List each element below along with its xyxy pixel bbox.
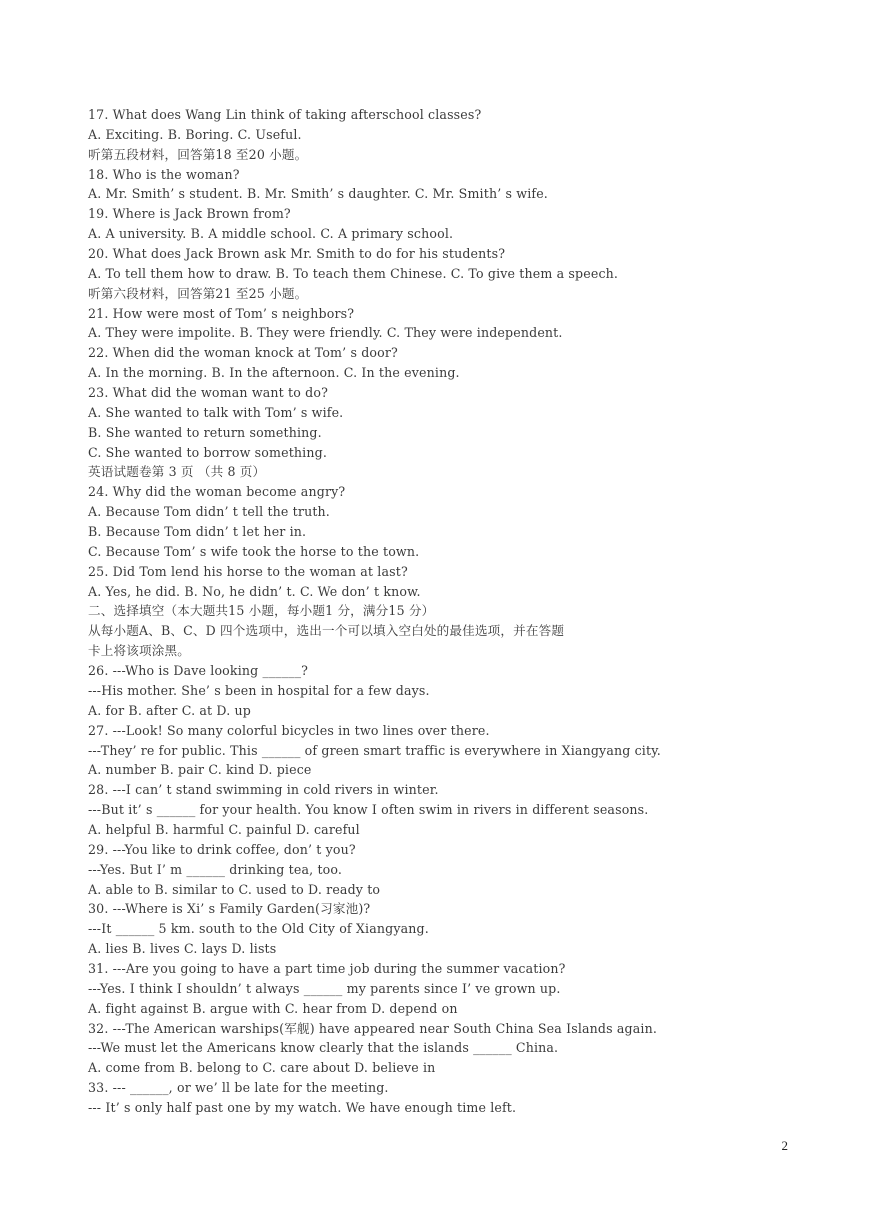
question-31: 31. ---Are you going to have a part time job during the summer vacation? bbox=[88, 960, 566, 976]
section-2-instruction-line-2: 卡上将该项涂黑。 bbox=[88, 643, 190, 659]
question-22: 22. When did the woman knock at Tom’ s door? bbox=[88, 345, 398, 361]
question-22-options: A. In the morning. B. In the afternoon. C. In the evening. bbox=[88, 365, 460, 381]
question-23-option-a: A. She wanted to talk with Tom’ s wife. bbox=[88, 404, 344, 420]
question-27-options: A. number B. pair C. kind D. piece bbox=[88, 762, 312, 778]
question-21: 21. How were most of Tom’ s neighbors? bbox=[88, 305, 355, 321]
question-18: 18. Who is the woman? bbox=[88, 166, 240, 182]
question-18-options: A. Mr. Smith’ s student. B. Mr. Smith’ s daughter. C. Mr. Smith’ s wife. bbox=[88, 186, 548, 202]
question-19-options: A. A university. B. A middle school. C. A primary school. bbox=[88, 226, 454, 242]
page-number: 2 bbox=[781, 1138, 788, 1153]
question-32-options: A. come from B. belong to C. care about D. believe in bbox=[88, 1060, 436, 1076]
question-26-reply: ---His mother. She’ s been in hospital for a few days. bbox=[88, 682, 430, 698]
question-33-reply: --- It’ s only half past one by my watch. We have enough time left. bbox=[88, 1099, 517, 1115]
question-25: 25. Did Tom lend his horse to the woman at last? bbox=[88, 563, 408, 579]
question-23-option-b: B. She wanted to return something. bbox=[88, 424, 322, 440]
question-29: 29. ---You like to drink coffee, don’ t you? bbox=[88, 841, 356, 857]
question-32-reply: ---We must let the Americans know clearly that the islands ______ China. bbox=[88, 1040, 559, 1056]
question-27: 27. ---Look! So many colorful bicycles in two lines over there. bbox=[88, 722, 490, 738]
question-24-option-a: A. Because Tom didn’ t tell the truth. bbox=[88, 504, 330, 520]
question-24: 24. Why did the woman become angry? bbox=[88, 484, 346, 500]
question-32: 32. ---The American warships(军舰) have appeared near South China Sea Islands again. bbox=[88, 1020, 658, 1036]
question-26: 26. ---Who is Dave looking ______? bbox=[88, 663, 309, 679]
question-24-option-c: C. Because Tom’ s wife took the horse to the town. bbox=[88, 543, 420, 559]
question-29-reply: ---Yes. But I’ m ______ drinking tea, too. bbox=[88, 861, 343, 877]
section-2-instruction-line-1: 从每小题A、B、C、D 四个选项中，选出一个可以填入空白处的最佳选项，并在答题 bbox=[88, 623, 565, 639]
question-27-reply: ---They’ re for public. This ______ of green smart traffic is everywhere in Xiangyang city. bbox=[88, 742, 661, 758]
question-31-reply: ---Yes. I think I shouldn’ t always ______ my parents since I’ ve grown up. bbox=[88, 980, 561, 996]
question-23-option-c: C. She wanted to borrow something. bbox=[88, 444, 327, 460]
question-23: 23. What did the woman want to do? bbox=[88, 385, 328, 401]
section-heading-2: 二、选择填空（本大题共15 小题，每小题1 分，满分15 分） bbox=[88, 603, 435, 619]
page-footer-note: 英语试题卷第 3 页 （共 8 页） bbox=[88, 464, 266, 480]
question-24-option-b: B. Because Tom didn’ t let her in. bbox=[88, 524, 307, 540]
question-29-options: A. able to B. similar to C. used to D. ready to bbox=[88, 881, 381, 897]
exam-text-body bbox=[88, 105, 828, 1118]
question-21-options: A. They were impolite. B. They were friendly. C. They were independent. bbox=[88, 325, 563, 341]
question-17: 17. What does Wang Lin think of taking afterschool classes? bbox=[88, 107, 482, 122]
question-30-reply: ---It ______ 5 km. south to the Old City of Xiangyang. bbox=[88, 921, 429, 937]
question-28: 28. ---I can’ t stand swimming in cold rivers in winter. bbox=[88, 782, 439, 798]
question-28-options: A. helpful B. harmful C. painful D. careful bbox=[88, 821, 360, 837]
question-30-options: A. lies B. lives C. lays D. lists bbox=[88, 941, 277, 957]
question-20: 20. What does Jack Brown ask Mr. Smith to do for his students? bbox=[88, 246, 506, 262]
question-30: 30. ---Where is Xi’ s Family Garden(习家池)? bbox=[88, 901, 371, 917]
question-28-reply: ---But it’ s ______ for your health. You know I often swim in rivers in different seasons. bbox=[88, 802, 649, 818]
question-31-options: A. fight against B. argue with C. hear from D. depend on bbox=[88, 1000, 458, 1016]
question-17-options: A. Exciting. B. Boring. C. Useful. bbox=[88, 126, 302, 142]
section-instruction-6: 听第六段材料，回答第21 至25 小题。 bbox=[88, 285, 308, 301]
question-19: 19. Where is Jack Brown from? bbox=[88, 206, 291, 222]
question-20-options: A. To tell them how to draw. B. To teach them Chinese. C. To give them a speech. bbox=[88, 265, 619, 281]
question-33: 33. --- ______, or we’ ll be late for the meeting. bbox=[88, 1080, 389, 1096]
question-25-options: A. Yes, he did. B. No, he didn’ t. C. We don’ t know. bbox=[88, 583, 421, 599]
question-26-options: A. for B. after C. at D. up bbox=[88, 702, 251, 718]
section-instruction-5: 听第五段材料，回答第18 至20 小题。 bbox=[88, 146, 308, 162]
